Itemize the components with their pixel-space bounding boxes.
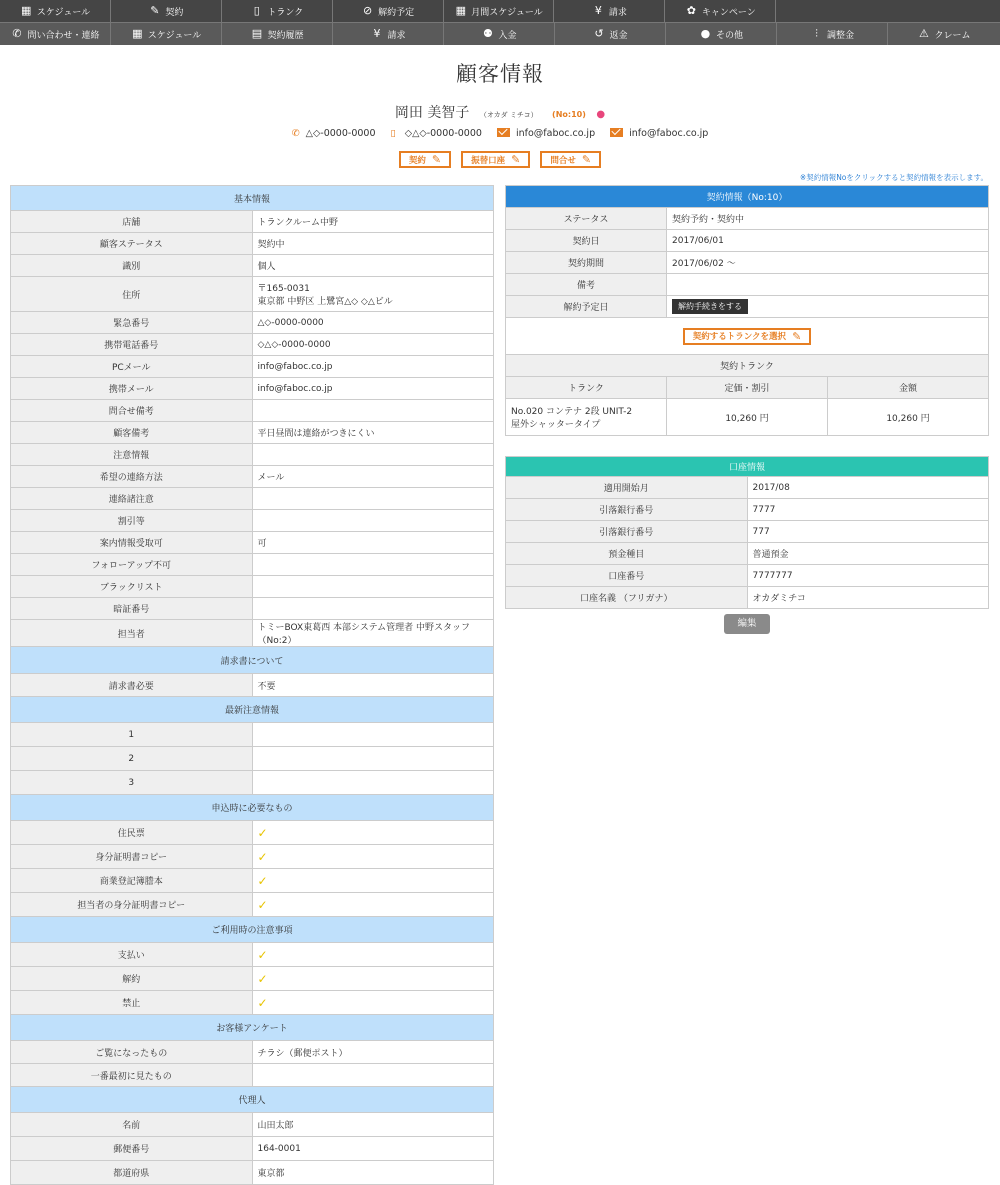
nav-contract[interactable]: ✎ 契約 [111, 0, 222, 22]
basic-field-value [252, 554, 494, 576]
basic-field-label: 希望の連絡方法 [11, 466, 253, 488]
phone-icon: ✆ [291, 128, 300, 139]
invoice-required-label: 請求書必要 [11, 674, 253, 697]
table-row [11, 869, 494, 893]
required-value [252, 869, 494, 893]
history-icon: ▤ [251, 27, 263, 40]
basic-field-value [252, 598, 494, 620]
basic-field-label: 携帯メール [11, 378, 253, 400]
nav-schedule[interactable]: ▦ スケジュール [0, 0, 111, 22]
invoice-icon: ¥ [373, 27, 381, 40]
basic-field-label: 識別 [11, 255, 253, 277]
pencil-icon: ✎ [511, 153, 521, 166]
table-row [506, 587, 989, 609]
table-row [11, 466, 494, 488]
required-label: 住民票 [11, 821, 253, 845]
price-col-header: 定価・割引 [667, 377, 828, 399]
address-postal: 〒165-0031 [257, 284, 310, 294]
table-row [506, 477, 989, 499]
table-row [11, 723, 494, 747]
customer-name: 岡田 美智子 [394, 105, 470, 121]
checkmark-icon: ✓ [257, 947, 268, 962]
usage-label: 禁止 [11, 991, 253, 1015]
table-row [11, 510, 494, 532]
customer-details [10, 185, 494, 1185]
caution-value [252, 747, 494, 771]
caution-label: 2 [11, 747, 253, 771]
basic-field-value [252, 488, 494, 510]
mobile-email[interactable]: info@faboc.co.jp [629, 128, 709, 139]
table-row [11, 598, 494, 620]
bank-field-value: 普通預金 [747, 543, 989, 565]
table-row [11, 211, 494, 233]
basic-field-value [252, 400, 494, 422]
bank-field-label: 引落銀行番号 [506, 499, 748, 521]
table-row [11, 845, 494, 869]
basic-field-label: 携帯電話番号 [11, 334, 253, 356]
table-row [11, 1137, 494, 1161]
subnav-contract-history[interactable]: ▤ 契約履歴 [222, 23, 333, 45]
table-row [506, 565, 989, 587]
table-row [506, 230, 989, 252]
subnav-other[interactable]: ● その他 [666, 23, 777, 45]
warning-icon: ⚠ [919, 27, 929, 40]
basic-field-label: 案内情報受取可 [11, 532, 253, 554]
contract-field-value: 2017/06/01 [667, 230, 989, 252]
table-row [11, 422, 494, 444]
agent-header: 代理人 [11, 1087, 494, 1113]
contract-trunk-header: 契約トランク [506, 355, 989, 377]
action-buttons [0, 151, 1000, 168]
basic-field-label: 店舗 [11, 211, 253, 233]
agent-field-value: 山田太郎 [252, 1113, 494, 1137]
select-trunk-button[interactable]: 契約するトランクを選択 ✎ [683, 328, 812, 345]
mail-icon [497, 128, 510, 137]
subnav-refund[interactable]: ↺ 返金 [555, 23, 666, 45]
table-row [11, 576, 494, 598]
table-row [506, 274, 989, 296]
basic-field-value: トランクルーム中野 [252, 211, 494, 233]
basic-field-value [252, 510, 494, 532]
required-label: 商業登記簿謄本 [11, 869, 253, 893]
amount-col-header: 金額 [828, 377, 989, 399]
table-row [506, 499, 989, 521]
required-value [252, 821, 494, 845]
table-row [11, 356, 494, 378]
table-row [11, 378, 494, 400]
basic-field-value: ◇△◇-0000-0000 [252, 334, 494, 356]
basic-field-label: 顧客ステータス [11, 233, 253, 255]
trunk-amount: 10,260 円 [828, 399, 989, 436]
nav-trunk[interactable]: ▯ トランク [222, 0, 333, 22]
phone-icon: ✆ [12, 27, 22, 40]
basic-field-label: 連絡諸注意 [11, 488, 253, 510]
pencil-icon: ✎ [581, 153, 592, 166]
basic-field-label: 住所 [11, 277, 253, 312]
basic-field-value: トミーBOX東葛西 本部システム管理者 中野スタッフ（No:2） [252, 620, 494, 647]
cancel-date-label: 解約予定日 [506, 296, 667, 318]
caution-value [252, 771, 494, 795]
table-row [506, 543, 989, 565]
basic-field-label: フォローアップ不可 [11, 554, 253, 576]
subnav-deposit[interactable]: ⚉ 入金 [444, 23, 555, 45]
basic-field-value: info@faboc.co.jp [252, 378, 494, 400]
table-row [11, 967, 494, 991]
cancel-icon: ⊘ [363, 4, 373, 17]
bank-account-button[interactable]: 振替口座 ✎ [461, 151, 530, 168]
customer-number: (No:10) [552, 110, 586, 119]
page-title: 顧客情報 [456, 62, 544, 86]
survey-field-label: 一番最初に見たもの [11, 1064, 253, 1087]
table-row [11, 821, 494, 845]
caution-value [252, 723, 494, 747]
basic-field-label: 割引等 [11, 510, 253, 532]
table-row [11, 620, 494, 647]
subnav-invoice[interactable]: ¥ 請求 [333, 23, 444, 45]
subnav-schedule[interactable]: ▦ スケジュール [111, 23, 222, 45]
basic-field-value [252, 277, 494, 312]
subnav-claim[interactable]: ⚠ クレーム [919, 27, 971, 41]
contract-field-value: 契約予約・契約中 [667, 208, 989, 230]
customer-header [0, 102, 1000, 122]
checkmark-icon: ✓ [257, 995, 268, 1010]
table-row [11, 312, 494, 334]
bank-field-value: 7777 [747, 499, 989, 521]
nav-spacer [776, 0, 888, 22]
bank-field-label: 口座番号 [506, 565, 748, 587]
etc-icon: ● [700, 27, 711, 40]
survey-field-label: ご覧になったもの [11, 1041, 253, 1064]
contract-field-label: 契約日 [506, 230, 667, 252]
usage-value [252, 991, 494, 1015]
contract-icon: ✎ [150, 4, 160, 17]
trunk-row [506, 399, 989, 436]
sub-nav [0, 22, 1000, 45]
checkmark-icon: ✓ [257, 825, 268, 840]
trunk-icon: ▯ [253, 4, 260, 17]
contract-field-label: 備考 [506, 274, 667, 296]
basic-field-value: 平日昼間は連絡がつきにくい [252, 422, 494, 444]
deposit-icon: ⚉ [483, 27, 493, 40]
basic-field-label: 緊急番号 [11, 312, 253, 334]
agent-field-label: 郵便番号 [11, 1137, 253, 1161]
basic-info-header: 基本情報 [11, 186, 494, 211]
trunk-price: 10,260 円 [667, 399, 828, 436]
table-row [11, 334, 494, 356]
contract-button[interactable]: 契約 ✎ [399, 151, 451, 168]
agent-field-value: 164-0001 [252, 1137, 494, 1161]
caution-label: 3 [11, 771, 253, 795]
basic-info-table [10, 185, 494, 1185]
contract-note: ※契約情報Noをクリックすると契約情報を表示します。 [799, 173, 988, 182]
pencil-icon: ✎ [431, 153, 442, 166]
survey-field-value [252, 1064, 494, 1087]
basic-field-label: PCメール [11, 356, 253, 378]
basic-field-label: 問合せ備考 [11, 400, 253, 422]
contract-field-value [667, 274, 989, 296]
bank-field-value: 777 [747, 521, 989, 543]
person-icon: ● [596, 109, 606, 120]
yen-icon: ¥ [594, 4, 602, 17]
agent-field-value: 東京都 [252, 1161, 494, 1185]
edit-button[interactable]: 編集 [724, 614, 770, 634]
table-row [506, 208, 989, 230]
basic-field-value: 可 [252, 532, 494, 554]
bank-info-table [505, 456, 989, 609]
contract-field-label: ステータス [506, 208, 667, 230]
table-row [11, 747, 494, 771]
basic-field-value [252, 576, 494, 598]
table-row [506, 521, 989, 543]
usage-label: 支払い [11, 943, 253, 967]
survey-field-value: チラシ（郵便ポスト） [252, 1041, 494, 1064]
invoice-required-value: 不要 [252, 674, 494, 697]
required-value [252, 893, 494, 917]
usage-label: 解約 [11, 967, 253, 991]
bank-field-label: 預金種目 [506, 543, 748, 565]
pc-email[interactable]: info@faboc.co.jp [515, 128, 596, 139]
table-row [11, 554, 494, 576]
calendar-icon: ▦ [132, 27, 143, 40]
bank-field-value: 7777777 [747, 565, 989, 587]
invoice-section-header: 請求書について [11, 647, 494, 674]
table-row [11, 277, 494, 312]
address-line: 東京都 中野区 上鷺宮△◇ ◇△ビル [257, 297, 393, 307]
customer-kana: （オカダ ミチコ） [479, 111, 538, 119]
checkmark-icon: ✓ [257, 971, 268, 986]
cancel-procedure-button[interactable]: 解約手続きをする [672, 299, 748, 314]
basic-field-label: ブラックリスト [11, 576, 253, 598]
mobile-icon: ▯ [390, 128, 396, 139]
nav-campaign[interactable]: ✿ キャンペーン [665, 0, 776, 22]
calendar-icon: ▦ [21, 4, 32, 17]
checkmark-icon: ✓ [257, 873, 268, 888]
table-row [11, 1161, 494, 1185]
basic-field-label: 顧客備考 [11, 422, 253, 444]
trunk-col-header: トランク [506, 377, 667, 399]
table-row [506, 252, 989, 274]
table-row [11, 488, 494, 510]
nav-billing[interactable]: ¥ 請求 [554, 0, 665, 22]
usage-notes-header: ご利用時の注意事項 [11, 917, 494, 943]
required-docs-header: 申込時に必要なもの [11, 795, 494, 821]
basic-field-label: 注意情報 [11, 444, 253, 466]
nav-spacer [888, 0, 1000, 22]
basic-field-label: 暗証番号 [11, 598, 253, 620]
table-row [11, 991, 494, 1015]
subnav-adjustment[interactable]: ⫶ 調整金 [777, 23, 888, 45]
table-row [11, 893, 494, 917]
mail-icon [610, 128, 623, 137]
agent-field-label: 都道府県 [11, 1161, 253, 1185]
contract-info-header[interactable]: 契約情報（No:10） [506, 186, 989, 208]
usage-value [252, 943, 494, 967]
bank-field-label: 引落銀行番号 [506, 521, 748, 543]
basic-field-value: 個人 [252, 255, 494, 277]
contract-panel [505, 185, 989, 634]
table-row [11, 771, 494, 795]
table-row [11, 400, 494, 422]
main-nav [0, 0, 1000, 22]
usage-value [252, 967, 494, 991]
phone-number: △◇-0000-0000 [305, 128, 376, 139]
contract-info-table [505, 185, 989, 436]
basic-field-value: △◇-0000-0000 [252, 312, 494, 334]
contract-field-value: 2017/06/02 ～ [667, 252, 989, 274]
table-row [11, 233, 494, 255]
table-row [11, 444, 494, 466]
table-row [11, 1113, 494, 1137]
adjust-icon: ⫶ [815, 27, 818, 40]
nav-monthly-schedule[interactable]: ▦ 月間スケジュール [444, 0, 555, 22]
required-label: 担当者の身分証明書コピー [11, 893, 253, 917]
nav-cancel-plan[interactable]: ⊘ 解約予定 [333, 0, 444, 22]
survey-header: お客様アンケート [11, 1015, 494, 1041]
ribbon-icon: ✿ [686, 4, 696, 17]
caution-section-header: 最新注意情報 [11, 697, 494, 723]
agent-field-label: 名前 [11, 1113, 253, 1137]
bank-field-label: 口座名義 （フリガナ） [506, 587, 748, 609]
basic-field-label: 担当者 [11, 620, 253, 647]
checkmark-icon: ✓ [257, 897, 268, 912]
table-row [11, 1064, 494, 1087]
bank-field-value: 2017/08 [747, 477, 989, 499]
trunk-name: No.020 コンテナ 2段 UNIT-2 屋外シャッタータイプ [506, 399, 667, 436]
bank-field-label: 適用開始月 [506, 477, 748, 499]
subnav-inquiry[interactable]: ✆ 問い合わせ・連絡 [0, 23, 111, 45]
basic-field-value: info@faboc.co.jp [252, 356, 494, 378]
basic-field-value: 契約中 [252, 233, 494, 255]
caution-label: 1 [11, 723, 253, 747]
bank-field-value: オカダミチコ [747, 587, 989, 609]
checkmark-icon: ✓ [257, 849, 268, 864]
required-value [252, 845, 494, 869]
pencil-icon: ✎ [792, 329, 802, 343]
table-row [11, 532, 494, 554]
contract-field-label: 契約期間 [506, 252, 667, 274]
contact-line [0, 128, 1000, 139]
table-row [11, 255, 494, 277]
monthly-calendar-icon: ▦ [455, 4, 466, 17]
basic-field-value: メール [252, 466, 494, 488]
inquiry-button[interactable]: 問合せ ✎ [540, 151, 601, 168]
table-row [11, 1041, 494, 1064]
required-label: 身分証明書コピー [11, 845, 253, 869]
basic-field-value [252, 444, 494, 466]
table-row [11, 943, 494, 967]
refund-icon: ↺ [594, 27, 604, 40]
mobile-number: ◇△◇-0000-0000 [404, 128, 482, 139]
bank-info-header: 口座情報 [506, 457, 989, 477]
